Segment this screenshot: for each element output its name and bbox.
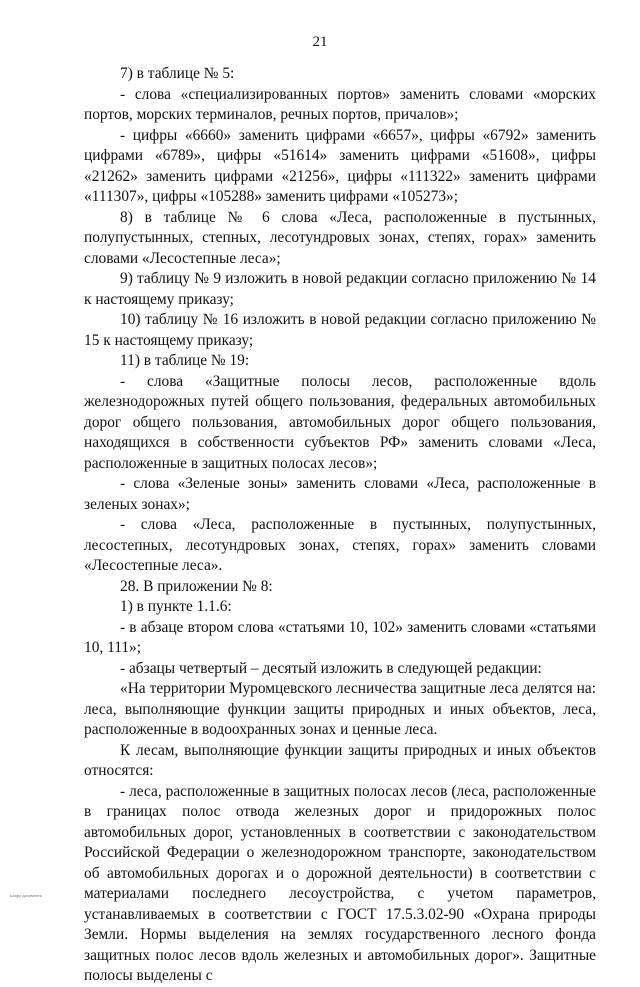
paragraph: - слова «специализированных портов» заменить словами «морских портов, морских терминалов, речных портов, причалов»; bbox=[84, 85, 596, 123]
paragraph: 1) в пункте 1.1.6: bbox=[120, 598, 232, 615]
paragraph: К лесам, выполняющие функции защиты природных и иных объектов относятся: bbox=[84, 741, 596, 779]
paragraph: - в абзаце втором слова «статьями 10, 102» заменить словами «статьями 10, 111»; bbox=[84, 618, 596, 656]
document-body bbox=[84, 64, 596, 987]
page-number: 21 bbox=[312, 34, 328, 50]
paragraph: - абзацы четвертый – десятый изложить в следующей редакции: bbox=[120, 659, 542, 677]
paragraph: 10) таблицу № 16 изложить в новой редакции согласно приложению № 15 к настоящему приказу; bbox=[84, 311, 596, 349]
paragraph: «На территории Муромцевского лесничества защитные леса делятся на: леса, выполняющие функции защиты природных и иных объектов, леса, расположенные в водоохранных зонах и ценные леса. bbox=[84, 680, 596, 738]
paragraph: - слова «Леса, расположенные в пустынных, полупустынных, лесостепных, лесотундровых зонах, степях, горах» заменить словами «Лесостепные леса». bbox=[84, 516, 596, 574]
paragraph: - леса, расположенные в защитных полосах лесов (леса, расположенные в границах полос отвода железных дорог и придорожных полос автомобильных дорог, установленных в соответствии с законодательством Российской Федерации о железнодорожном транспорте, законодательством об автомобильных дорогах и о дорожной деятельности) в соответствии с материалами последнего лесоустройства, с учетом параметров, устанавливаемых в соответствии с ГОСТ 17.5.3.02-90 «Охрана природы Земли. Нормы выделения на землях государственного лесного фонда защитных полос лесов вдоль железных и автомобильных дорог». Защитные полосы выделены с bbox=[84, 782, 596, 984]
paragraph: - цифры «6660» заменить цифрами «6657», цифры «6792» заменить цифрами «6789», цифры «51614» заменить цифрами «51608», цифры «21262» заменить цифрами «21256», цифры «111322» заменить цифрами «111307», цифры «105288» заменить цифрами «105273»; bbox=[84, 126, 596, 205]
paragraph: 7) в таблице № 5: bbox=[120, 65, 235, 82]
paragraph: - слова «Защитные полосы лесов, расположенные вдоль железнодорожных путей общего пользования, федеральных автомобильных дорог общего пользования, автомобильных дорог общего пользования, находящихся в собственности субъектов РФ» заменить словами «Леса, расположенные в защитных полосах лесов»; bbox=[84, 372, 596, 472]
paragraph: 9) таблицу № 9 изложить в новой редакции согласно приложению № 14 к настоящему приказу; bbox=[84, 270, 596, 308]
paragraph: 11) в таблице № 19: bbox=[120, 352, 250, 369]
paragraph: 28. В приложении № 8: bbox=[120, 577, 273, 595]
footer-mark: Шифр документа bbox=[10, 893, 43, 898]
paragraph: 8) в таблице № 6 слова «Леса, расположенные в пустынных, полупустынных, степных, лесотундровых зонах, степях, горах» заменить словами «Лесостепные леса»; bbox=[84, 208, 596, 267]
paragraph: - слова «Зеленые зоны» заменить словами «Леса, расположенные в зеленых зонах»; bbox=[84, 475, 596, 513]
